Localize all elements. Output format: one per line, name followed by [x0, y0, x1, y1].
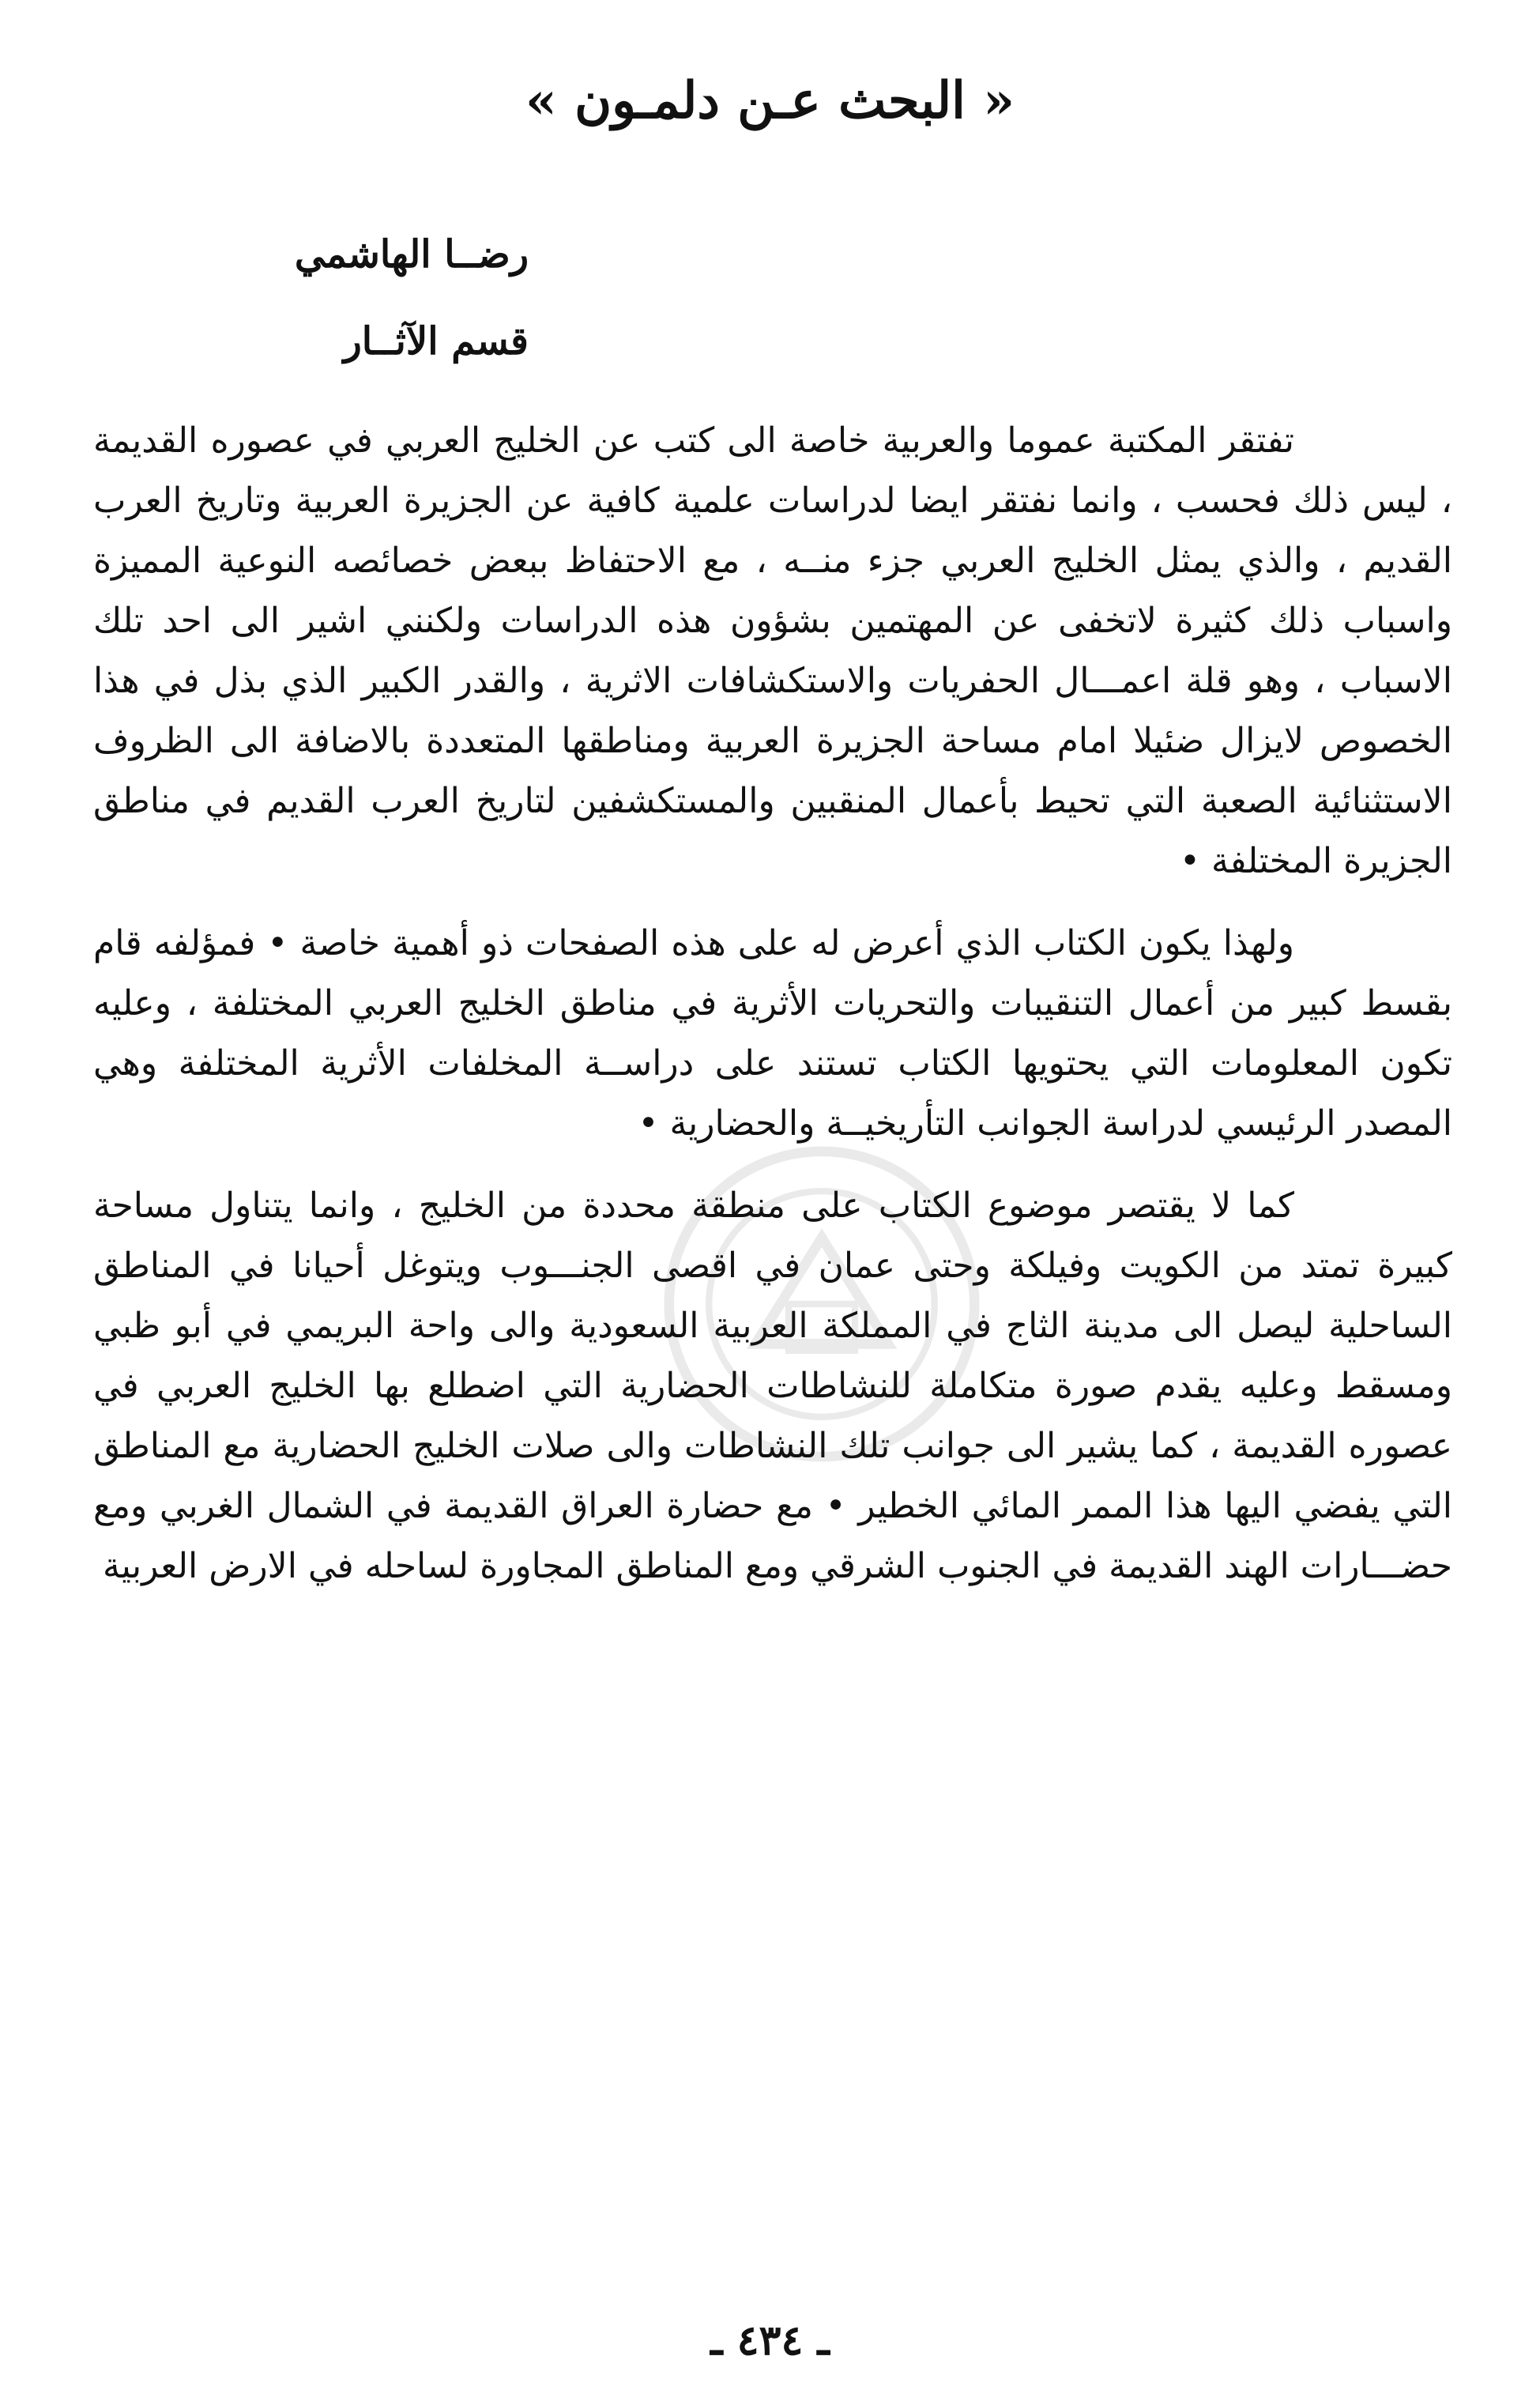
page-number: ـ ٤٣٤ ـ [710, 2316, 830, 2365]
article-title: « البحث عـن دلمـون » [525, 71, 1015, 130]
paragraph-2: ولهذا يكون الكتاب الذي أعرض له على هذه الصفحات ذو أهمية خاصة • فمؤلفه قام بقسط كبير من أعمال التنقيبات والتحريات الأثرية في مناطق الخليج العربي المختلفة ، وعليه تكون المعلومات التي يحتويها الكتاب تستند على دراســة المخلفات الأثرية المختلفة وهي المصدر الرئيسي لدراسة الجوانب التأريخيــة والحضارية • [93, 923, 1452, 1144]
paragraph-3: كما لا يقتصر موضوع الكتاب على منطقة محددة من الخليج ، وانما يتناول مساحة كبيرة تمتد من الكويت وفيلكة وحتى عمان في اقصى الجنـــوب ويتوغل أحيانا في المناطق الساحلية ليصل الى مدينة الثاج في المملكة العربية السعودية والى واحة البريمي في أبو ظبي ومسقط وعليه يقدم صورة متكاملة للنشاطات الحضارية التي اضطلع بها الخليج العربي في عصوره القديمة ، كما يشير الى جوانب تلك النشاطات والى صلات الخليج الحضارية مع المناطق التي يفضي اليها هذا الممر المائي الخطير • مع حضارة العراق القديمة في الشمال الغربي ومع حضـــارات الهند القديمة في الجنوب الشرقي ومع المناطق المجاورة لساحله في الارض العربية [93, 1186, 1452, 1586]
article-body [93, 411, 1452, 1619]
author-name: رضــا الهاشمي [294, 232, 529, 277]
department-name: قسم الآثــار [343, 319, 529, 364]
paragraph-1: تفتقر المكتبة عموما والعربية خاصة الى كتب عن الخليج العربي في عصوره القديمة ، ليس ذلك فحسب ، وانما نفتقر ايضا لدراسات علمية كافية عن الجزيرة العربية وتاريخ العرب القديم ، والذي يمثل الخليج العربي جزء منــه ، مع الاحتفاظ ببعض خصائصه النوعية المميزة واسباب ذلك كثيرة لاتخفى عن المهتمين بشؤون هذه الدراسات ولكنني اشير الى احد تلك الاسباب ، وهو قلة اعمـــال الحفريات والاستكشافات الاثرية ، والقدر الكبير الذي بذل في هذا الخصوص لايزال ضئيلا امام مساحة الجزيرة العربية ومناطقها المتعددة بالاضافة الى الظروف الاستثنائية الصعبة التي تحيط بأعمال المنقبين والمستكشفين لتاريخ العرب القديم في مناطق الجزيرة المختلفة • [93, 420, 1452, 881]
